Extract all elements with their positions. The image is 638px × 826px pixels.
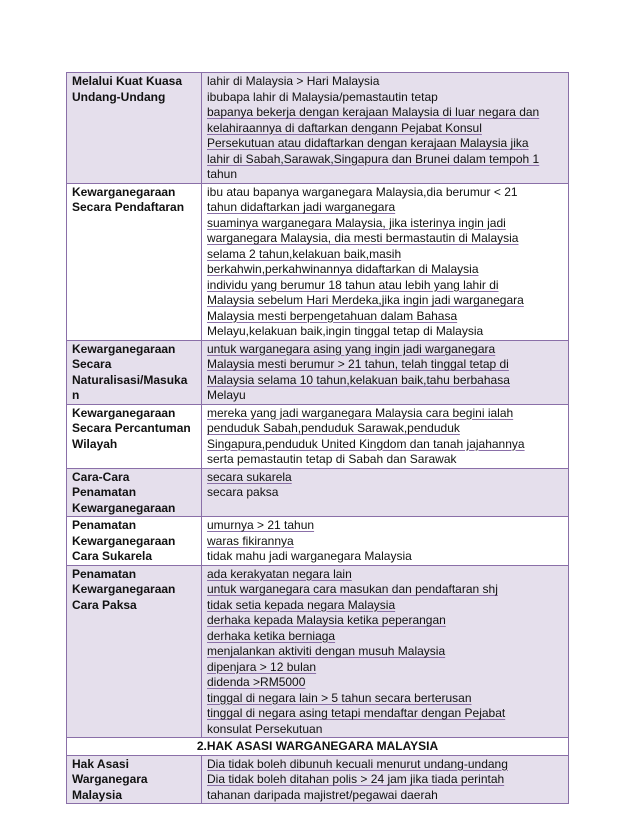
- content-line: Malaysia mesti berumur > 21 tahun, telah tinggal tetap di: [207, 357, 509, 371]
- content-line: secara paksa: [207, 485, 279, 499]
- row-heading: [67, 565, 202, 738]
- content-line: tahanan daripada majistret/pegawai daerah: [207, 787, 438, 802]
- row-content: [202, 183, 569, 340]
- content-line: lahir di Sabah,Sarawak,Singapura dan Brunei dalam tempoh 1: [207, 151, 540, 166]
- table-row: [67, 340, 569, 404]
- content-line: individu yang berumur 18 tahun atau lebih yang lahir di: [207, 277, 499, 292]
- heading-line: Kewarganegaraan: [72, 405, 176, 420]
- table-row: [67, 755, 569, 804]
- section-title: 2.HAK ASASI WARGANEGARA MALAYSIA: [67, 738, 569, 756]
- row-heading: [67, 755, 202, 804]
- row-content: [202, 517, 569, 566]
- content-line: Malaysia mesti berpengetahuan dalam Bahasa: [207, 308, 458, 323]
- content-line: derhaka kepada Malaysia ketika peperangan: [207, 613, 446, 627]
- content-line: penduduk Sabah,penduduk Sarawak,penduduk: [207, 421, 460, 435]
- content-line: tinggal di negara asing tetapi mendaftar dengan Pejabat: [207, 706, 506, 720]
- row-content: [202, 73, 569, 184]
- row-content: [202, 340, 569, 404]
- heading-line: Penamatan: [72, 566, 137, 581]
- content-line: waras fikirannya: [207, 533, 294, 548]
- content-line: ada kerakyatan negara lain: [207, 566, 352, 581]
- row-heading: [67, 517, 202, 566]
- heading-line: Naturalisasi/Masuka: [72, 372, 188, 387]
- content-line: Malaysia selama 10 tahun,kelakuan baik,tahu berbahasa: [207, 372, 510, 387]
- row-content: [202, 468, 569, 517]
- content-line: dipenjara > 12 bulan: [207, 659, 317, 674]
- row-heading: [67, 73, 202, 184]
- heading-line: Cara-Cara: [72, 469, 130, 484]
- table-row: [67, 517, 569, 566]
- heading-line: Undang-Undang: [72, 89, 166, 104]
- heading-line: Hak Asasi: [72, 756, 129, 771]
- table-body: [67, 73, 569, 804]
- content-line: mereka yang jadi warganegara Malaysia cara begini ialah: [207, 405, 514, 420]
- table-row: [67, 73, 569, 184]
- content-line: bapanya bekerja dengan kerajaan Malaysia di luar negara dan: [207, 105, 540, 119]
- content-line: Persekutuan atau didaftarkan dengan kerajaan Malaysia jika: [207, 136, 529, 150]
- content-line: serta pemastautin tetap di Sabah dan Sarawak: [207, 452, 457, 466]
- row-heading: [67, 468, 202, 517]
- content-line: suaminya warganegara Malaysia, jika isterinya ingin jadi: [207, 215, 506, 230]
- content-line: Singapura,penduduk United Kingdom dan tanah jajahannya: [207, 436, 525, 451]
- row-content: [202, 755, 569, 804]
- heading-line: Kewarganegaraan: [72, 341, 176, 356]
- table-row: [67, 183, 569, 340]
- heading-line: Secara Percantuman: [72, 421, 191, 435]
- heading-line: Warganegara: [72, 772, 148, 786]
- content-line: tahun: [207, 167, 238, 181]
- content-line: secara sukarela: [207, 469, 292, 484]
- content-line: menjalankan aktiviti dengan musuh Malaysia: [207, 644, 446, 658]
- content-line: tinggal di negara lain > 5 tahun secara berterusan: [207, 690, 472, 705]
- content-line: Melayu,kelakuan baik,ingin tinggal tetap di Malaysia: [207, 324, 484, 338]
- heading-line: Cara Paksa: [72, 597, 137, 612]
- row-content: [202, 565, 569, 738]
- row-heading: [67, 404, 202, 468]
- heading-line: Kewarganegaraan: [72, 500, 176, 515]
- heading-line: Penamatan: [72, 518, 137, 532]
- content-line: Malaysia sebelum Hari Merdeka,jika ingin jadi warganegara: [207, 293, 524, 307]
- content-line: tahun didaftarkan jadi warganegara: [207, 200, 396, 214]
- content-line: umurnya > 21 tahun: [207, 518, 315, 532]
- heading-line: Melalui Kuat Kuasa: [72, 74, 183, 88]
- row-heading: [67, 340, 202, 404]
- row-content: [202, 404, 569, 468]
- content-line: untuk warganegara cara masukan dan pendaftaran shj: [207, 582, 498, 596]
- content-line: selama 2 tahun,kelakuan baik,masih: [207, 246, 402, 261]
- content-line: derhaka ketika berniaga: [207, 628, 336, 643]
- heading-line: Secara: [72, 357, 112, 371]
- heading-line: n: [72, 388, 80, 402]
- heading-line: Secara Pendaftaran: [72, 200, 185, 214]
- content-line: konsulat Persekutuan: [207, 721, 323, 736]
- content-line: Melayu: [207, 388, 246, 402]
- content-line: ibubapa lahir di Malaysia/pemastautin tetap: [207, 89, 438, 104]
- heading-line: Cara Sukarela: [72, 549, 153, 563]
- table-row: [67, 404, 569, 468]
- content-line: tidak mahu jadi warganegara Malaysia: [207, 549, 412, 563]
- content-line: ibu atau bapanya warganegara Malaysia,dia berumur < 21: [207, 184, 518, 199]
- table-row: [67, 468, 569, 517]
- heading-line: Wilayah: [72, 436, 118, 451]
- content-line: tidak setia kepada negara Malaysia: [207, 597, 396, 612]
- row-heading: [67, 183, 202, 340]
- content-line: Dia tidak boleh dibunuh kecuali menurut undang-undang: [207, 756, 508, 771]
- content-line: kelahiraannya di daftarkan dengann Pejabat Konsul: [207, 120, 482, 135]
- content-line: untuk warganegara asing yang ingin jadi warganegara: [207, 341, 496, 356]
- heading-line: Kewarganegaraan: [72, 184, 176, 199]
- content-line: warganegara Malaysia, dia mesti bermastautin di Malaysia: [207, 231, 519, 245]
- heading-line: Penamatan: [72, 485, 137, 499]
- section-heading-row: [67, 738, 569, 756]
- content-line: berkahwin,perkahwinannya didaftarkan di Malaysia: [207, 262, 479, 276]
- heading-line: Malaysia: [72, 787, 123, 802]
- heading-line: Kewarganegaraan: [72, 582, 176, 596]
- content-line: didenda >RM5000: [207, 675, 306, 689]
- content-line: lahir di Malaysia > Hari Malaysia: [207, 74, 380, 88]
- citizenship-table: [66, 72, 569, 804]
- heading-line: Kewarganegaraan: [72, 533, 176, 548]
- content-line: Dia tidak boleh ditahan polis > 24 jam jika tiada perintah: [207, 772, 505, 786]
- table-row: [67, 565, 569, 738]
